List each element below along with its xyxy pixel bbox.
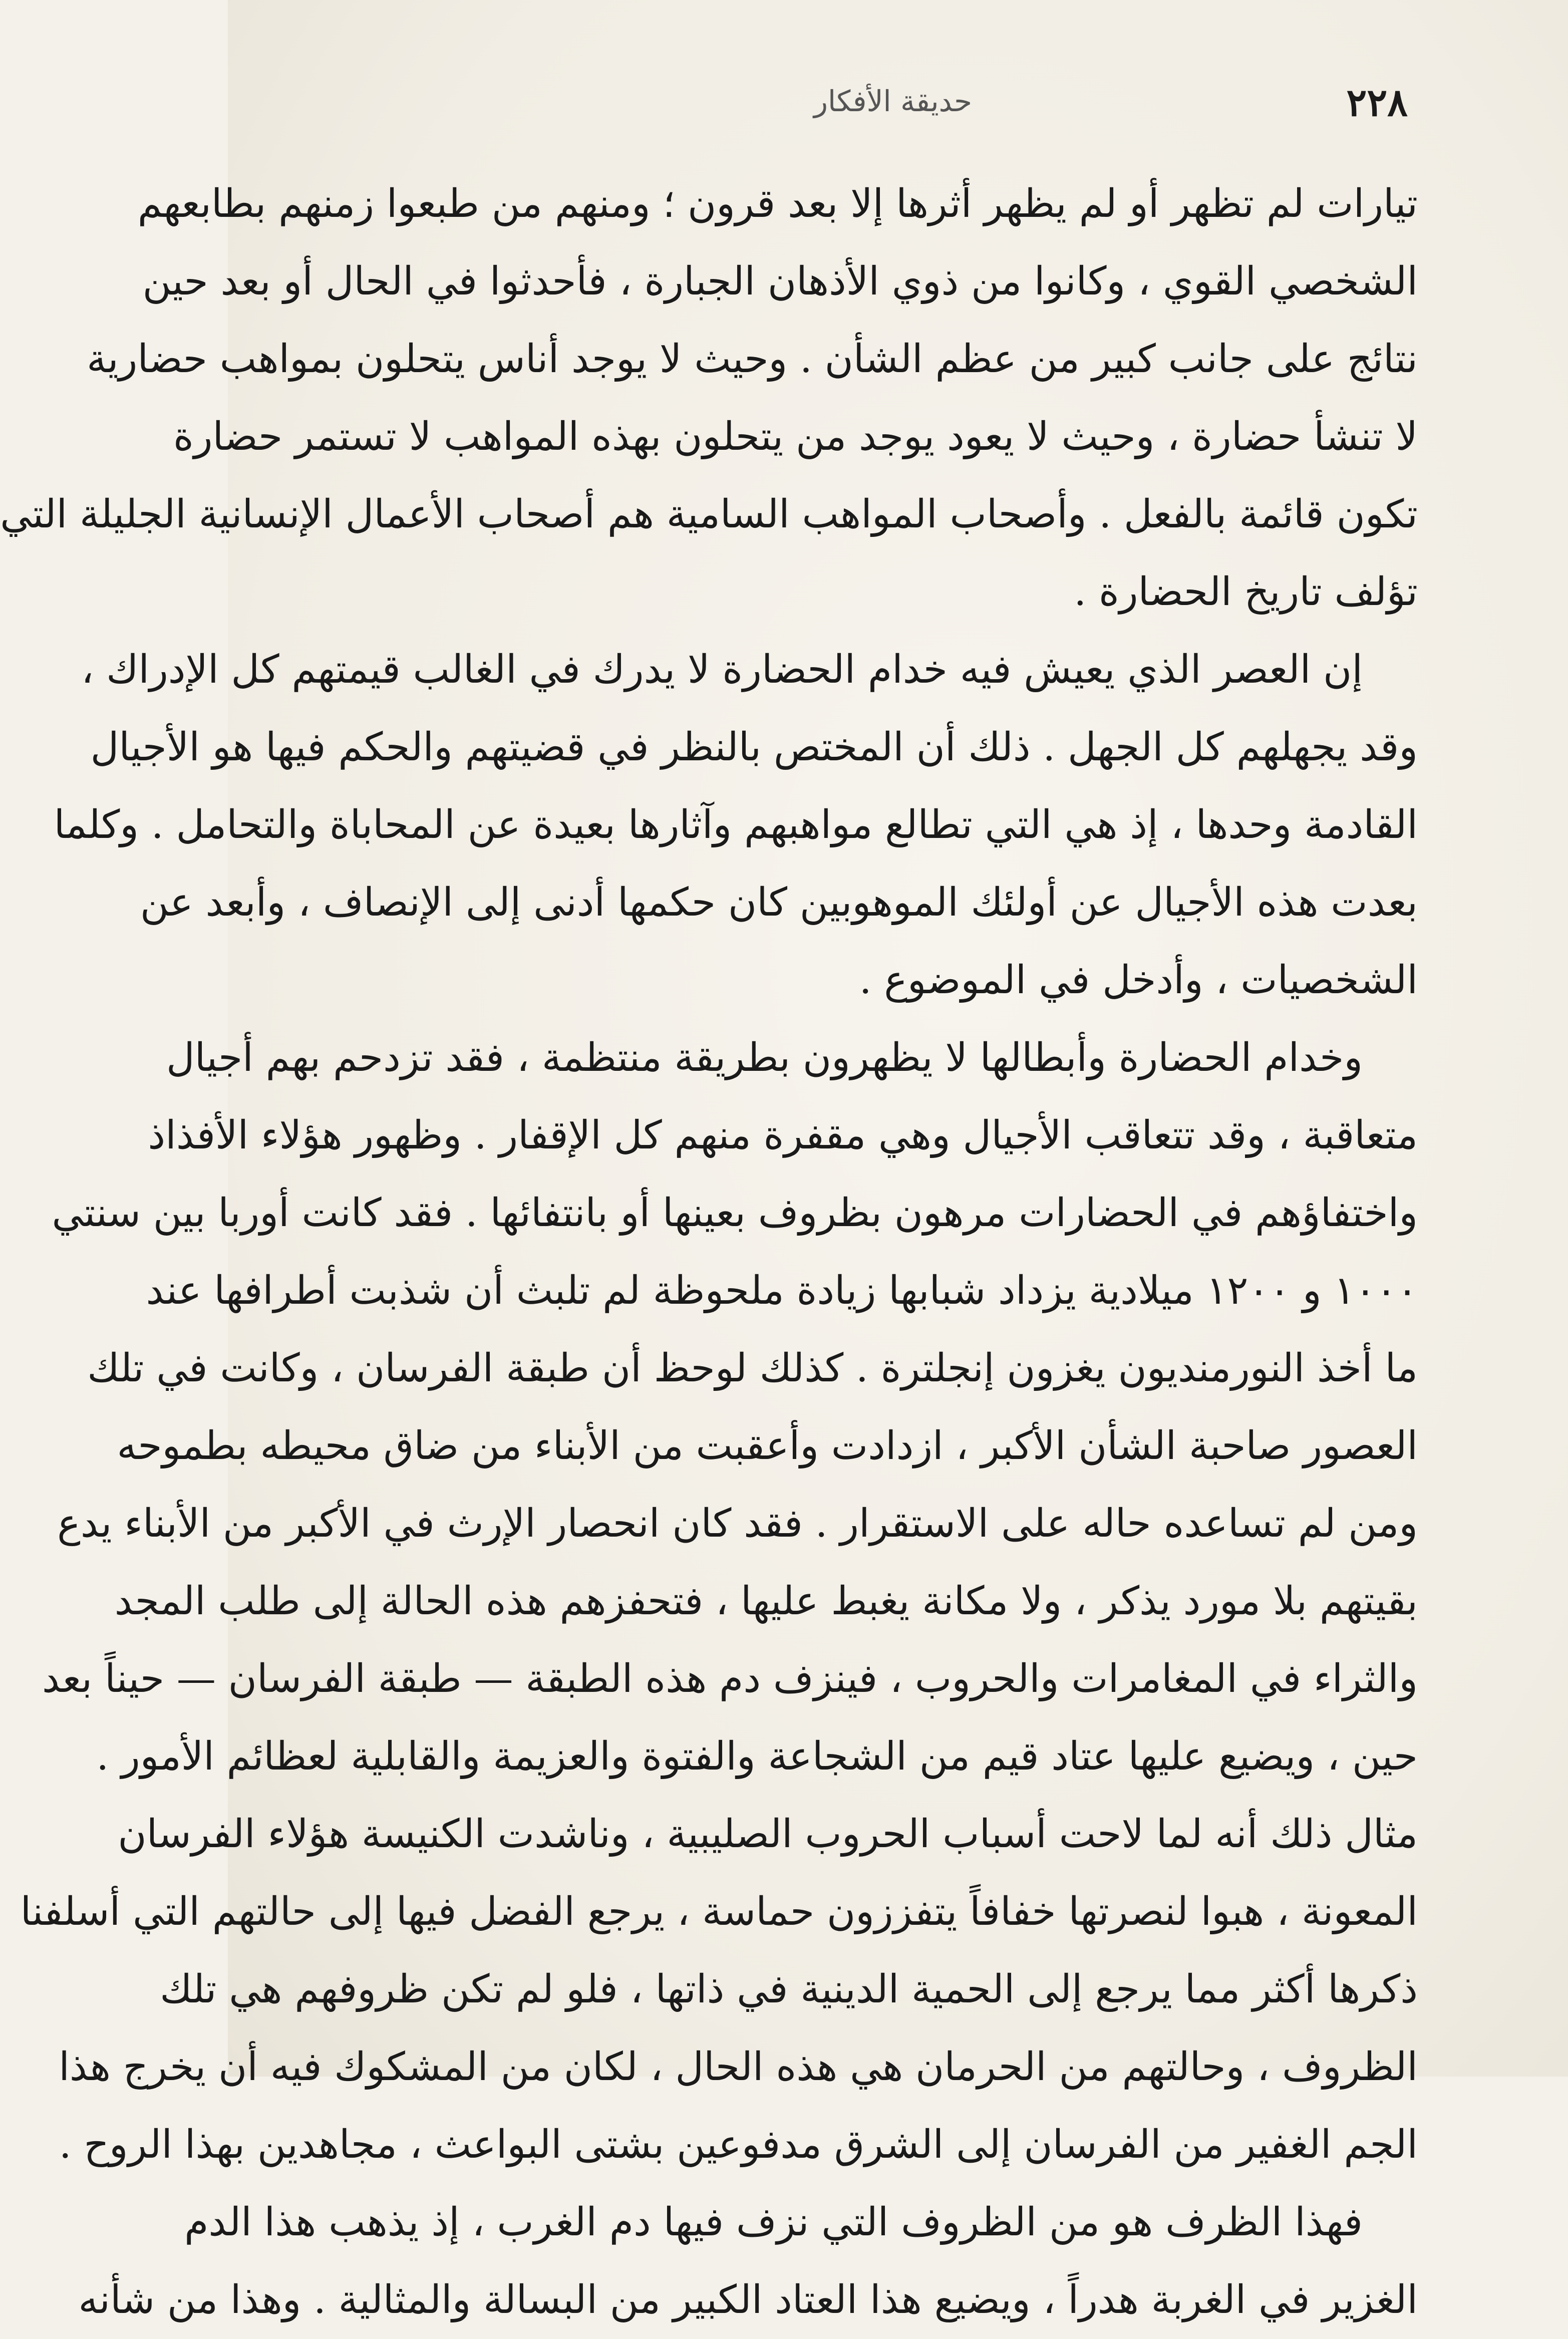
paragraph xyxy=(20,1019,1418,2184)
text-line: لا تنشأ حضارة ، وحيث لا يعود يوجد من يتحلون بهذه المواهب لا تستمر حضارة xyxy=(173,414,1418,459)
text-line: القادمة وحدها ، إذ هي التي تطالع مواهبهم وآثارها بعيدة عن المحاباة والتحامل . وكلما xyxy=(54,802,1418,847)
text-line: بقيتهم بلا مورد يذكر ، ولا مكانة يغبط عليها ، فتحفزهم هذه الحالة إلى طلب المجد xyxy=(114,1579,1418,1624)
text-line: ذكرها أكثر مما يرجع إلى الحمية الدينية في ذاتها ، فلو لم تكن ظروفهم هي تلك xyxy=(160,1967,1418,2012)
paragraph xyxy=(54,631,1418,1019)
text-line: الشخصي القوي ، وكانوا من ذوي الأذهان الجبارة ، فأحدثوا في الحال أو بعد حين xyxy=(142,259,1418,304)
page-number: ٢٢٨ xyxy=(1346,80,1408,125)
text-line: وخدام الحضارة وأبطالها لا يظهرون بطريقة منتظمة ، فقد تزدحم بهم أجيال xyxy=(166,1035,1363,1080)
page-header xyxy=(378,80,1408,140)
paragraph xyxy=(78,2184,1418,2339)
text-line: فهذا الظرف هو من الظروف التي نزف فيها دم الغرب ، إذ يذهب هذا الدم xyxy=(184,2200,1363,2245)
text-line: المعونة ، هبوا لنصرتها خفافاً يتفززون حماسة ، يرجع الفضل فيها إلى حالتهم التي أسلفنا xyxy=(20,1889,1418,1934)
text-line: ١٠٠٠ و ١٢٠٠ ميلادية يزداد شبابها زيادة ملحوظة لم تلبث أن شذبت أطرافها عند xyxy=(146,1268,1418,1313)
text-line: الغزير في الغربة هدراً ، ويضيع هذا العتاد الكبير من البسالة والمثالية . وهذا من شأنه xyxy=(78,2277,1418,2322)
text-line: والثراء في المغامرات والحروب ، فينزف دم هذه الطبقة — طبقة الفرسان — حيناً بعد xyxy=(42,1656,1418,1701)
text-line: ومن لم تساعده حاله على الاستقرار . فقد كان انحصار الإرث في الأكبر من الأبناء يدع xyxy=(57,1501,1418,1546)
text-line: الجم الغفير من الفرسان إلى الشرق مدفوعين بشتى البواعث ، مجاهدين بهذا الروح . xyxy=(59,2122,1418,2167)
text-line: متعاقبة ، وقد تتعاقب الأجيال وهي مقفرة منهم كل الإقفار . وظهور هؤلاء الأفذاذ xyxy=(148,1113,1418,1158)
text-line: ما أخذ النورمنديون يغزون إنجلترة . كذلك لوحظ أن طبقة الفرسان ، وكانت في تلك xyxy=(87,1346,1418,1391)
text-line: العصور صاحبة الشأن الأكبر ، ازدادت وأعقبت من الأبناء من ضاق محيطه بطموحه xyxy=(117,1423,1418,1469)
text-line: واختفاؤهم في الحضارات مرهون بظروف بعينها أو بانتفائها . فقد كانت أوربا بين سنتي xyxy=(52,1191,1418,1236)
text-line: حين ، ويضيع عليها عتاد قيم من الشجاعة والفتوة والعزيمة والقابلية لعظائم الأمور . xyxy=(96,1734,1418,1779)
text-line: وقد يجهلهم كل الجهل . ذلك أن المختص بالنظر في قضيتهم والحكم فيها هو الأجيال xyxy=(90,725,1418,770)
text-line: مثال ذلك أنه لما لاحت أسباب الحروب الصليبية ، وناشدت الكنيسة هؤلاء الفرسان xyxy=(118,1812,1418,1857)
text-line: الظروف ، وحالتهم من الحرمان هي هذه الحال ، لكان من المشكوك فيه أن يخرج هذا xyxy=(59,2044,1418,2090)
text-line: الشخصيات ، وأدخل في الموضوع . xyxy=(859,958,1418,1003)
text-line: تؤلف تاريخ الحضارة . xyxy=(1074,569,1418,615)
paragraph xyxy=(0,165,1418,631)
text-line: إن العصر الذي يعيش فيه خدام الحضارة لا يدرك في الغالب قيمتهم كل الإدراك ، xyxy=(81,647,1363,692)
text-line: تكون قائمة بالفعل . وأصحاب المواهب السامية هم أصحاب الأعمال الإنسانية الجليلة التي xyxy=(0,492,1418,537)
text-line: تيارات لم تظهر أو لم يظهر أثرها إلا بعد قرون ؛ ومنهم من طبعوا زمنهم بطابعهم xyxy=(137,181,1418,226)
running-title: حديقة الأفكار xyxy=(814,84,972,118)
text-line: بعدت هذه الأجيال عن أولئك الموهوبين كان حكمها أدنى إلى الإنصاف ، وأبعد عن xyxy=(140,880,1418,925)
text-line: نتائج على جانب كبير من عظم الشأن . وحيث لا يوجد أناس يتحلون بمواهب حضارية xyxy=(87,337,1418,382)
body-text xyxy=(0,165,1418,2339)
